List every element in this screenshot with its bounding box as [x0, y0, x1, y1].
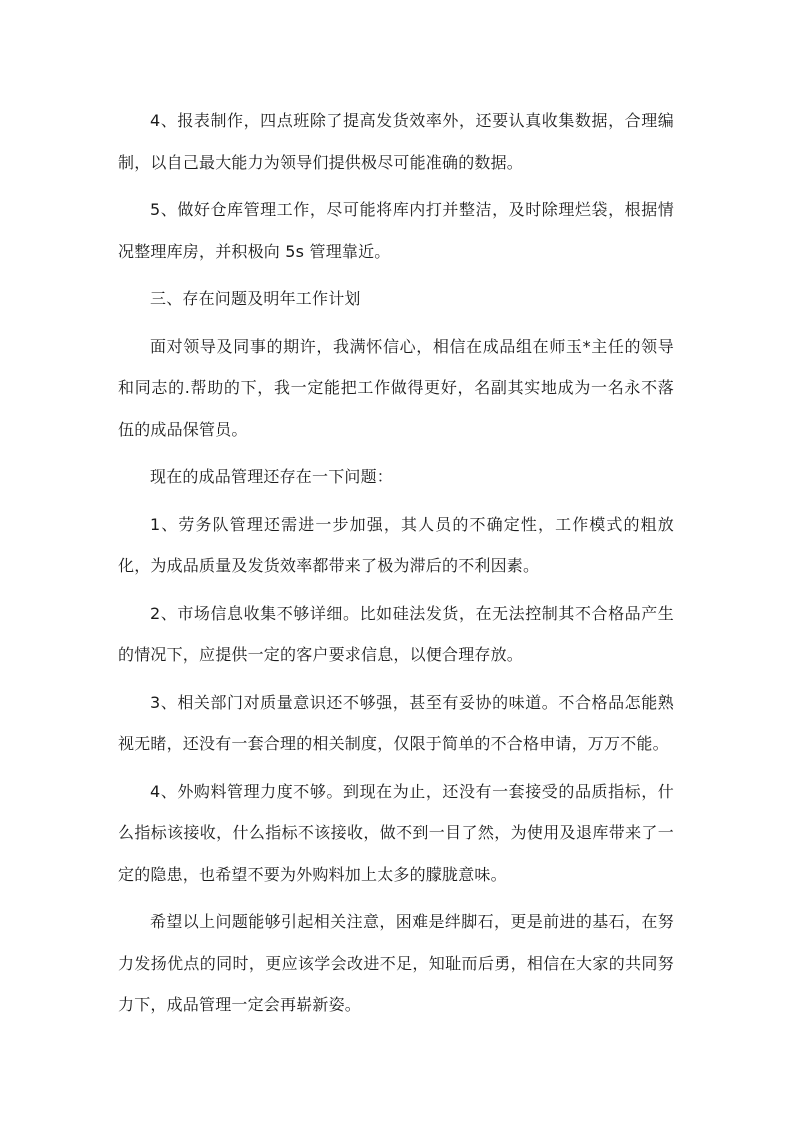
paragraph-problem-1: 1、劳务队管理还需进一步加强，其人员的不确定性，工作模式的粗放化，为成品质量及发货效率都带来了极为滞后的不利因素。 — [118, 514, 674, 575]
paragraph-problem-2: 2、市场信息收集不够详细。比如硅法发货，在无法控制其不合格品产生的情况下，应提供一定的客户要求信息，以便合理存放。 — [118, 603, 674, 664]
paragraph-report-making: 4、报表制作，四点班除了提高发货效率外，还要认真收集数据，合理编制，以自己最大能力为领导们提供极尽可能准确的数据。 — [118, 111, 674, 172]
paragraph-problem-3: 3、相关部门对质量意识还不够强，甚至有妥协的味道。不合格品怎能熟视无睹，还没有一套合理的相关制度，仅限于简单的不合格申请，万万不能。 — [118, 692, 674, 753]
paragraph-conclusion: 希望以上问题能够引起相关注意，困难是绊脚石，更是前进的基石，在努力发扬优点的同时，更应该学会改进不足，知耻而后勇，相信在大家的共同努力下，成品管理一定会再崭新姿。 — [118, 912, 674, 1014]
paragraph-warehouse-management: 5、做好仓库管理工作，尽可能将库内打并整洁，及时除理烂袋，根据情况整理库房，并积极向 5s 管理靠近。 — [118, 200, 674, 261]
section-heading-problems-plan: 三、存在问题及明年工作计划 — [150, 289, 361, 308]
document-body — [118, 100, 674, 1032]
paragraph-problem-4: 4、外购料管理力度不够。到现在为止，还没有一套接受的品质指标，什么指标该接收，什么指标不该接收，做不到一目了然，为使用及退库带来了一定的隐患，也希望不要为外购料加上太多的朦胧意味。 — [118, 781, 674, 884]
paragraph-problems-intro: 现在的成品管理还存在一下问题： — [150, 467, 394, 486]
paragraph-confidence: 面对领导及同事的期许，我满怀信心，相信在成品组在师玉*主任的领导和同志的.帮助的下，我一定能把工作做得更好，名副其实地成为一名永不落伍的成品保管员。 — [118, 336, 674, 439]
